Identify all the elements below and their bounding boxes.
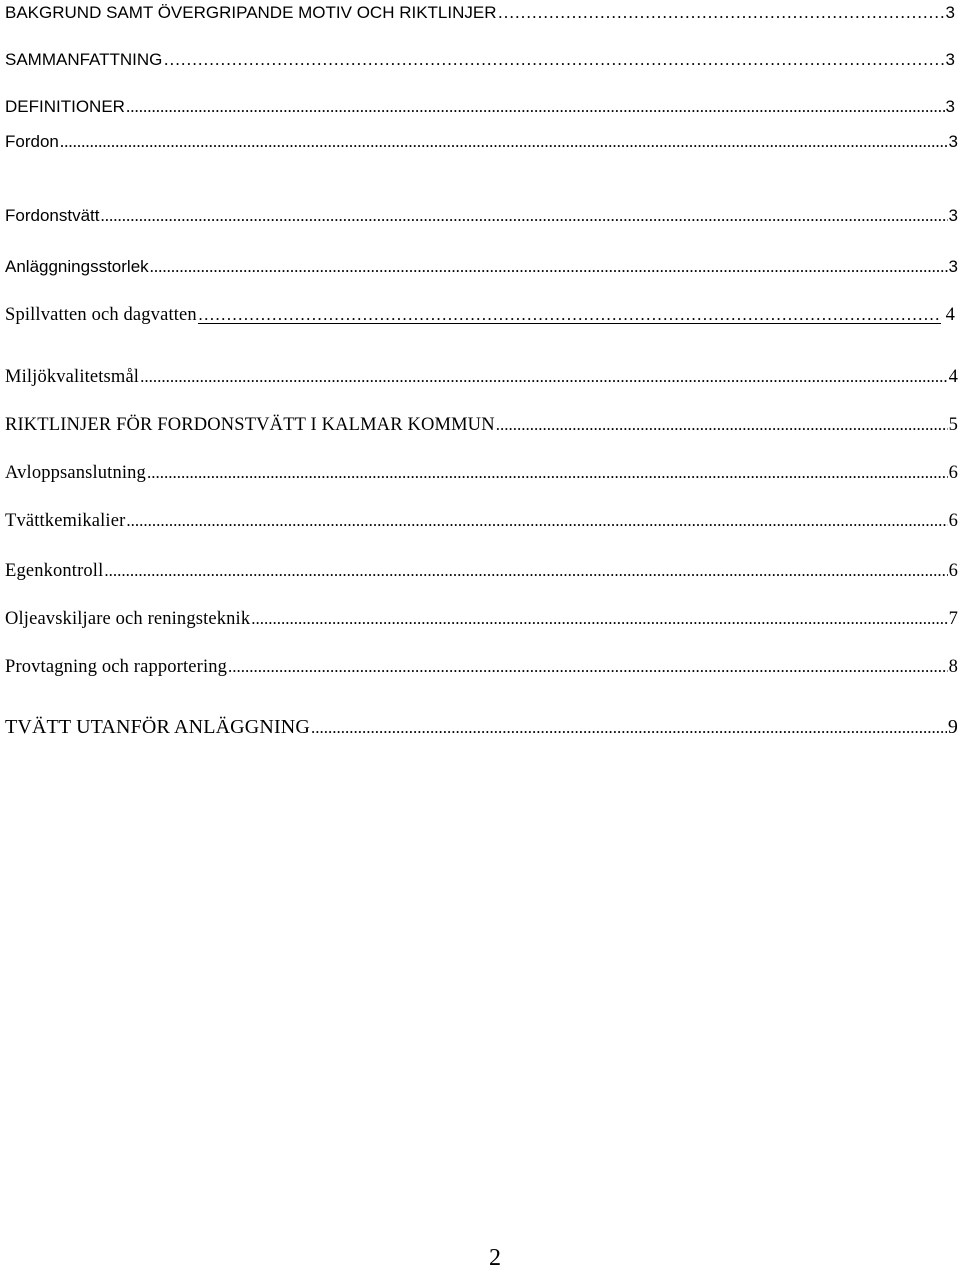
toc-entry-leader (126, 96, 945, 118)
toc-entry-title: Miljökvalitetsmål (5, 367, 140, 387)
toc-entry-title: RIKTLINJER FÖR FORDONSTVÄTT I KALMAR KOMMUN (5, 415, 495, 435)
toc-entry-leader (150, 256, 948, 278)
toc-entry-page: 3 (948, 132, 958, 151)
toc-entry-leader (104, 560, 947, 582)
toc-entry-page: 3 (945, 97, 955, 116)
toc-entry-page: 3 (945, 50, 955, 69)
toc-entry-page: 4 (948, 367, 958, 387)
toc-entry-title: Avloppsanslutning (5, 463, 146, 483)
toc-entry-page: 8 (948, 657, 958, 677)
toc-entry-title: Provtagning och rapportering (5, 657, 228, 677)
toc-entry-tvattkemikalier[interactable] (5, 510, 958, 534)
toc-entry-page: 6 (948, 511, 958, 531)
toc-entry-anlaggningsstorlek[interactable] (5, 256, 958, 280)
toc-entry-title: Fordon (5, 132, 59, 151)
toc-entry-page: 6 (948, 463, 958, 483)
toc-entry-leader (311, 717, 947, 739)
toc-entry-page: 4 (945, 305, 955, 325)
toc-entry-title: Fordonstvätt (5, 206, 100, 225)
toc-entry-leader (498, 2, 945, 24)
toc-entry-title: DEFINITIONER (5, 97, 125, 116)
toc-entry-leader (496, 414, 948, 436)
toc-entry-tvatt-utanfor[interactable] (5, 716, 958, 740)
toc-entry-egenkontroll[interactable] (5, 560, 958, 584)
toc-entry-avloppsanslutning[interactable] (5, 462, 958, 486)
toc-entry-title: BAKGRUND SAMT ÖVERGRIPANDE MOTIV OCH RIKTLINJER (5, 3, 497, 22)
toc-entry-page: 3 (945, 3, 955, 22)
toc-entry-leader (147, 462, 948, 484)
page-number: 2 (489, 1245, 501, 1271)
toc-entry-page: 7 (948, 609, 958, 629)
toc-entry-leader (60, 131, 948, 153)
toc-entry-leader (198, 304, 941, 326)
toc-entry-leader (251, 608, 947, 630)
toc-entry-title: Oljeavskiljare och reningsteknik (5, 609, 251, 629)
toc-entry-leader (101, 205, 948, 227)
toc-entry-title: SAMMANFATTNING (5, 50, 163, 69)
toc-entry-spillvatten[interactable] (5, 304, 955, 328)
toc-entry-title: Egenkontroll (5, 561, 104, 581)
toc-entry-riktlinjer[interactable] (5, 414, 958, 438)
toc-entry-fordonstvatt[interactable] (5, 205, 958, 229)
toc-entry-title: TVÄTT UTANFÖR ANLÄGGNING (5, 716, 310, 738)
toc-entry-page: 6 (948, 561, 958, 581)
toc-entry-leader (140, 366, 948, 388)
toc-entry-title: Anläggningsstorlek (5, 257, 149, 276)
toc-entry-leader (228, 656, 948, 678)
toc-entry-title: Spillvatten och dagvatten (5, 305, 197, 325)
toc-entry-sammanfattning[interactable] (5, 49, 955, 73)
toc-entry-title: Tvättkemikalier (5, 511, 126, 531)
toc-entry-leader (126, 510, 947, 532)
toc-entry-bakgrund[interactable] (5, 2, 955, 26)
toc-entry-page: 9 (947, 716, 958, 738)
toc-entry-page: 5 (948, 415, 958, 435)
toc-entry-definitioner[interactable] (5, 96, 955, 120)
toc-entry-miljokvalitetsmal[interactable] (5, 366, 958, 390)
toc-entry-leader (163, 49, 944, 71)
toc-entry-page: 3 (948, 206, 958, 225)
toc-entry-oljeavskiljare[interactable] (5, 608, 958, 632)
toc-entry-page: 3 (948, 257, 958, 276)
toc-entry-fordon[interactable] (5, 131, 958, 155)
toc-entry-provtagning[interactable] (5, 656, 958, 680)
